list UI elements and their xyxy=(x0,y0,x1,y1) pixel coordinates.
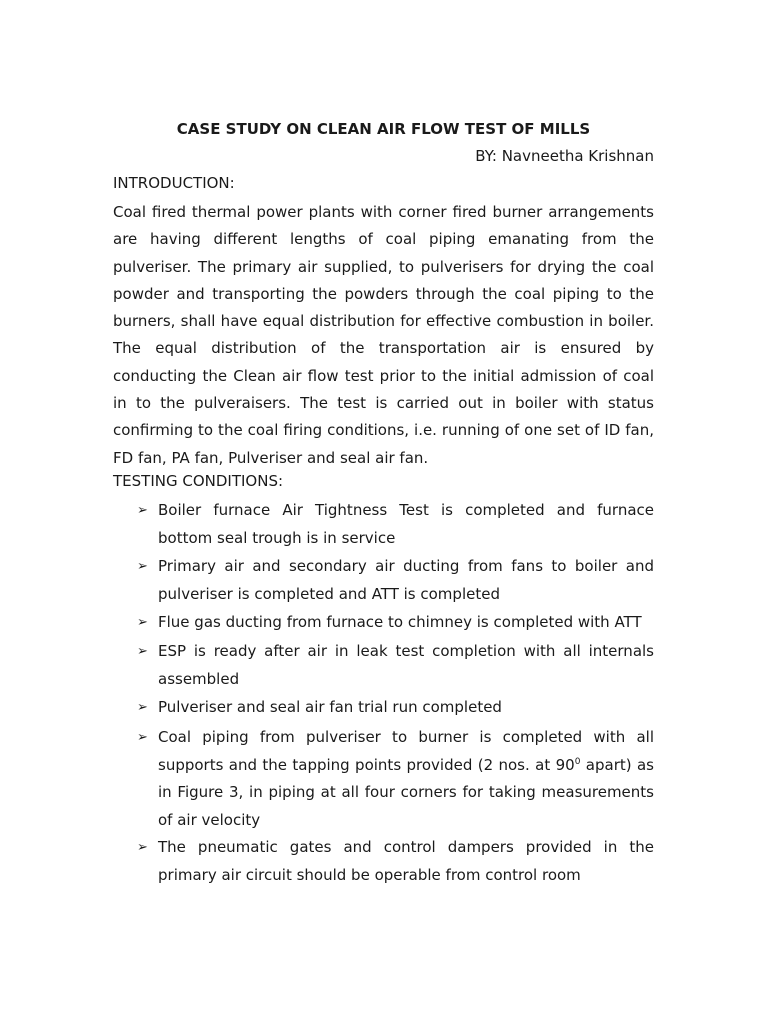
list-item xyxy=(113,609,654,637)
arrow-bullet-icon: ➢ xyxy=(137,503,148,518)
arrow-bullet-icon: ➢ xyxy=(137,840,148,855)
list-item xyxy=(113,553,654,608)
list-item xyxy=(113,834,654,889)
arrow-bullet-icon: ➢ xyxy=(137,615,148,630)
testing-conditions-heading: TESTING CONDITIONS: xyxy=(113,472,284,490)
list-item xyxy=(113,638,654,693)
list-item-text: Flue gas ducting from furnace to chimney is completed with ATT xyxy=(158,613,642,631)
list-item xyxy=(113,724,654,834)
list-item xyxy=(113,497,654,552)
list-item-text-start: Coal piping from pulveriser to burner is completed with all supports and the tapping points provided (2 nos. at 90 xyxy=(158,728,654,774)
list-item-text: Boiler furnace Air Tightness Test is completed and furnace bottom seal trough is in service xyxy=(158,501,654,547)
list-item-text: The pneumatic gates and control dampers provided in the primary air circuit should be operable from control room xyxy=(158,838,654,884)
degree-superscript: 0 xyxy=(574,756,581,767)
arrow-bullet-icon: ➢ xyxy=(137,700,148,715)
list-item-text xyxy=(158,724,654,834)
list-item-text-end: apart) as in Figure 3, in piping at all four corners for taking measurements of air velocity xyxy=(158,755,654,829)
arrow-bullet-icon: ➢ xyxy=(137,644,148,659)
list-item-text: ESP is ready after air in leak test completion with all internals assembled xyxy=(158,642,654,688)
document-title: CASE STUDY ON CLEAN AIR FLOW TEST OF MILLS xyxy=(176,120,591,138)
arrow-bullet-icon: ➢ xyxy=(137,559,148,574)
arrow-bullet-icon: ➢ xyxy=(137,730,148,745)
introduction-heading: INTRODUCTION: xyxy=(113,174,235,192)
list-item-text: Pulveriser and seal air fan trial run completed xyxy=(158,698,502,716)
list-item xyxy=(113,694,654,722)
introduction-paragraph: Coal fired thermal power plants with corner fired burner arrangements are having different lengths of coal piping emanating from the pulveriser. The primary air supplied, to pulverisers for drying the coal powder and transporting the powders through the coal piping to the burners, shall have equal distribution for effective combustion in boiler. The equal distribution of the transportation air is ensured by conducting the Clean air flow test prior to the initial admission of coal in to the pulveraisers. The test is carried out in boiler with status confirming to the coal firing conditions, i.e. running of one set of ID fan, FD fan, PA fan, Pulveriser and seal air fan. xyxy=(113,203,654,467)
list-item-text: Primary air and secondary air ducting from fans to boiler and pulveriser is completed and ATT is completed xyxy=(158,557,654,603)
author-line: BY: Navneetha Krishnan xyxy=(475,147,654,165)
